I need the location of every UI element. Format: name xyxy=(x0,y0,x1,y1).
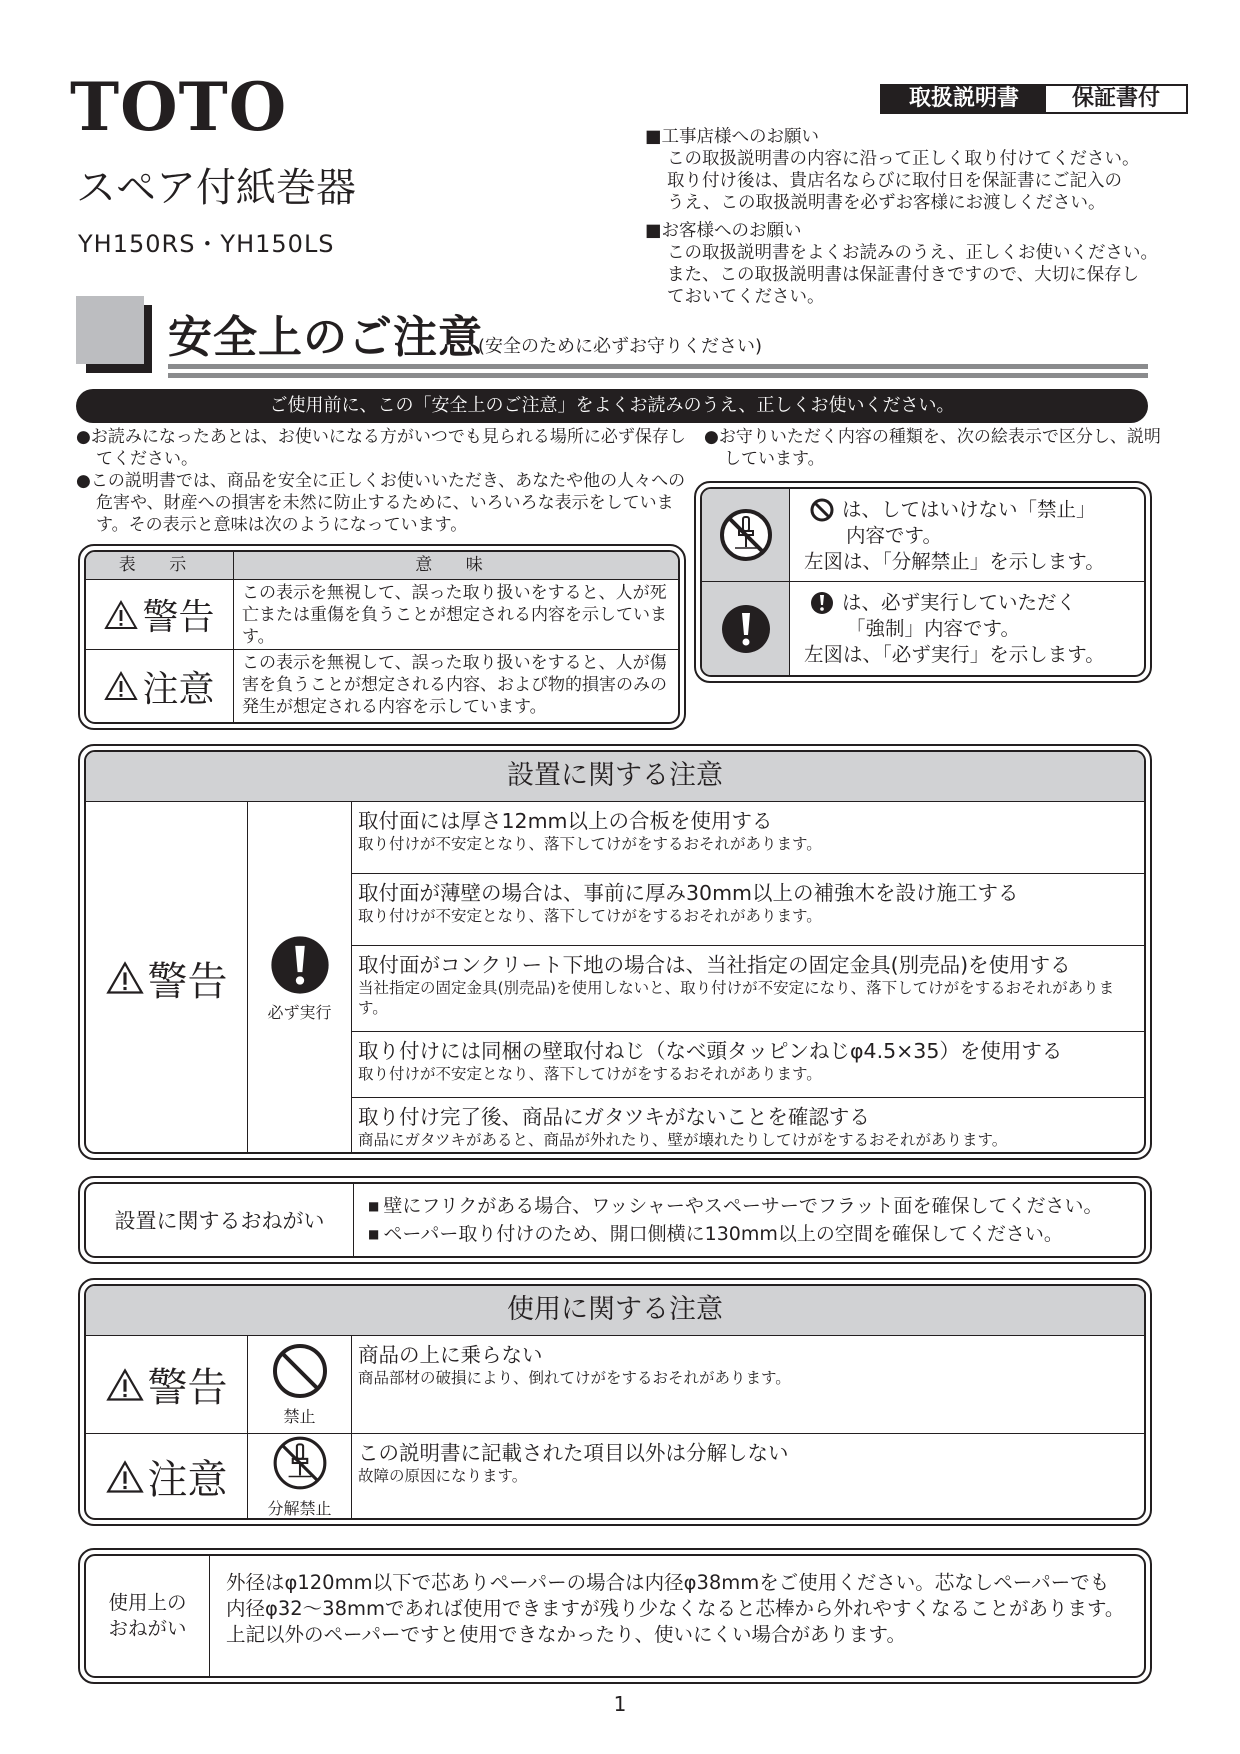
bullet-item: ● お読みになったあとは、お使いになる方がいつでも見られる場所に必ず保存してください。 xyxy=(76,426,686,470)
warning-triangle-icon xyxy=(104,671,138,701)
caution-item: 取り付けには同梱の壁取付ねじ（なべ頭タッピンねじφ4.5×35）を使用する 取り付けが不安定となり、落下してけがをするおそれがあります。 xyxy=(352,1032,1144,1098)
installation-request xyxy=(78,1176,1152,1264)
prohibited-cell xyxy=(248,1336,352,1434)
caution-items xyxy=(352,802,1144,1154)
request-title: ■ 工事店様へのお願い xyxy=(645,126,1165,148)
warning-triangle-icon xyxy=(106,1460,144,1494)
level-warning: 警告 xyxy=(86,802,248,1154)
mandatory-icon xyxy=(269,934,331,996)
safety-bullets-left xyxy=(76,426,686,536)
request-line: この取扱説明書をよくお読みのうえ、正しくお使いください。 xyxy=(667,243,1159,263)
usage-caution-title: 使用に関する注意 xyxy=(86,1286,1144,1336)
warning-triangle-icon xyxy=(106,961,144,995)
meaning-text: この表示を無視して、誤った取り扱いをすると、人が傷害を負うことが想定される内容、および物的損害のみの発生が想定される内容を示しています。 xyxy=(242,653,667,717)
request-line: また、この取扱説明書は保証書付きですので、大切に保存し xyxy=(667,265,1140,285)
section-marker xyxy=(76,296,144,364)
bullet-item: ● この説明書では、商品を安全に正しくお使いいただき、あなたや他の人々への危害や、財産への損害を未然に防止するために、いろいろな表示をしています。その表示と意味は次のようになっています。 xyxy=(76,470,686,536)
request-line: この取扱説明書の内容に沿って正しく取り付けてください。 xyxy=(667,149,1140,169)
usage-request-label: 使用上の おねがい xyxy=(86,1556,210,1676)
document-badges xyxy=(880,84,1188,114)
requests xyxy=(645,126,1165,308)
section-subtitle: (安全のために必ずお守りください) xyxy=(478,336,763,357)
brand-logo: TOTO xyxy=(70,68,288,146)
no-disassembly-icon xyxy=(702,489,790,582)
header-meaning: 意 味 xyxy=(234,552,678,580)
mandatory-icon xyxy=(702,582,790,675)
no-disassembly-cell xyxy=(248,1434,352,1519)
section-title: 安全上のご注意 xyxy=(168,312,483,363)
manual-badge: 取扱説明書 xyxy=(882,86,1046,112)
caution-item: 取付面がコンクリート下地の場合は、当社指定の固定金具(別売品)を使用する 当社指定の固定金具(別売品)を使用しないと、取り付けが不安定になり、落下してけがをするおそれがあります。 xyxy=(352,946,1144,1032)
model-numbers: YH150RS・YH150LS xyxy=(78,230,335,258)
sign-warning xyxy=(86,580,234,650)
page-number: 1 xyxy=(613,1692,627,1716)
divider xyxy=(168,373,1148,378)
request-line: うえ、この取扱説明書を必ずお客様にお渡しください。 xyxy=(667,193,1106,213)
request-item: ■ ペーパー取り付けのため、開口側横に130mm以上の空間を確保してください。 xyxy=(368,1220,1130,1248)
no-disassembly-icon xyxy=(271,1434,329,1492)
warning-triangle-icon xyxy=(106,1368,144,1402)
sign-label: 注意 xyxy=(142,668,215,710)
mandatory-cell xyxy=(248,802,352,1154)
caution-item: この説明書に記載された項目以外は分解しない 故障の原因になります。 xyxy=(358,1441,789,1485)
usage-request-text: 外径はφ120mm以下で芯ありペーパーの場合は内径φ38mmをご使用ください。芯なしペーパーでも内径φ32～38mmであれば使用できますが残り少なくなると芯棒から外れやすくなることがあります。上記以外のペーパーですと使用できなかったり、使いにくい場合があります。 xyxy=(226,1571,1125,1646)
usage-request xyxy=(78,1548,1152,1684)
request-contractor xyxy=(645,126,1165,214)
meaning-text: この表示を無視して、誤った取り扱いをすると、人が死亡または重傷を負うことが想定される内容を示しています。 xyxy=(234,580,678,650)
safety-banner: ご使用前に、この「安全上のご注意」をよくお読みのうえ、正しくお使いください。 xyxy=(76,389,1148,423)
caution-item: 取り付け完了後、商品にガタツキがないことを確認する 商品にガタツキがあると、商品が外れたり、壁が壊れたりしてけがをするおそれがあります。 xyxy=(358,1105,1008,1149)
request-line: 取り付け後は、貴店名ならびに取付日を保証書にご記入の xyxy=(667,171,1122,191)
usage-caution xyxy=(78,1278,1152,1526)
installation-caution xyxy=(78,744,1152,1160)
sign-caution xyxy=(86,650,234,722)
caution-item: 商品の上に乗らない 商品部材の破損により、倒れてけがをするおそれがあります。 xyxy=(352,1336,1144,1434)
level-warning: 警告 xyxy=(86,1336,248,1434)
icon-label: 分解禁止 xyxy=(267,1499,332,1518)
bullet-item: ● お守りいただく内容の種類を、次の絵表示で区分し、説明しています。 xyxy=(704,426,1164,470)
icon-label: 必ず実行 xyxy=(267,1002,332,1022)
sign-label: 警告 xyxy=(142,597,215,638)
installation-request-label: 設置に関するおねがい xyxy=(86,1184,354,1256)
display-meaning-table xyxy=(78,544,686,730)
legend-prohibited-text: は、してはいけない「禁止」 内容です。 左図は、「分解禁止」を示します。 xyxy=(790,489,1144,582)
request-title: ■ お客様へのお願い xyxy=(645,220,1165,242)
caution-item: 取付面には厚さ12mm以上の合板を使用する 取り付けが不安定となり、落下してけがをするおそれがあります。 xyxy=(352,802,1144,874)
request-customer xyxy=(645,220,1165,308)
icon-label: 禁止 xyxy=(283,1407,316,1426)
warning-triangle-icon xyxy=(104,600,138,630)
caution-item: 取付面が薄壁の場合は、事前に厚み30mm以上の補強木を設け施工する 取り付けが不安定となり、落下してけがをするおそれがあります。 xyxy=(352,874,1144,946)
header-display: 表 示 xyxy=(86,552,234,580)
prohibited-icon xyxy=(810,498,834,522)
safety-bullets-right xyxy=(704,426,1164,470)
product-name: スペア付紙巻器 xyxy=(76,165,356,211)
installation-caution-title: 設置に関する注意 xyxy=(86,752,1144,802)
prohibited-icon xyxy=(271,1342,329,1400)
pictogram-legend xyxy=(694,481,1152,683)
request-item: ■ 壁にフリクがある場合、ワッシャーやスペーサーでフラット面を確保してください。 xyxy=(368,1192,1130,1220)
level-caution: 注意 xyxy=(86,1434,248,1519)
installation-request-items xyxy=(354,1184,1144,1256)
warranty-badge: 保証書付 xyxy=(1046,86,1186,112)
divider xyxy=(168,364,1148,369)
request-line: ておいてください。 xyxy=(667,287,825,307)
legend-mandatory-text: は、必ず実行していただく 「強制」内容です。 左図は、「必ず実行」を示します。 xyxy=(804,591,1105,666)
mandatory-icon xyxy=(810,591,834,615)
